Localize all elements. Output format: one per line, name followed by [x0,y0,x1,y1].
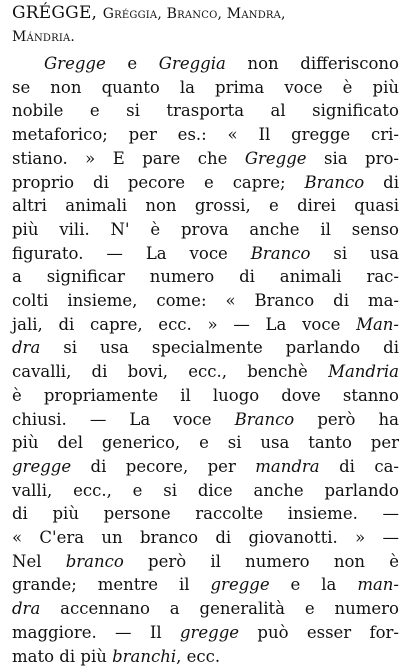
entry-body [12,52,399,668]
text-run: proprio di pecore e capre; [12,172,305,192]
text-line [12,455,399,479]
text-line [12,171,399,195]
text-run: grande; mentre il [12,575,211,595]
italic-term: dra [12,338,41,358]
italic-term: mandra [255,456,320,476]
text-line [12,384,399,408]
text-line [12,289,399,313]
text-run: si usa specialmente parlando di [40,338,399,358]
text-run: non differiscono [225,54,399,73]
text-run: stiano. » E pare che [12,148,245,168]
text-run: e la [269,575,358,595]
text-run: sia pro- [306,148,400,168]
text-run: Nel [12,551,66,571]
text-run: di più persone raccolte insieme. — [12,504,399,524]
text-run: , ecc. [176,646,221,666]
italic-term: Branco [250,243,311,263]
text-run: di [364,172,399,192]
italic-term: Man- [356,314,399,334]
text-run: però il numero non è [123,551,399,571]
text-run: valli, ecc., e si dice anche parlando [12,480,399,500]
text-run: nobile e si trasporta al significato [12,101,399,121]
entry-synonyms-continued: Mándria. [12,29,76,45]
text-line [12,76,399,100]
text-run: se non quanto la prima voce è più [12,77,399,97]
entry-synonyms: Gréggia, Branco, Mandra, [102,6,286,22]
text-line [12,99,399,123]
text-run: chiusi. — La voce [12,409,235,429]
text-run: mato di più [12,646,113,666]
italic-term: gregge [179,622,240,642]
text-run: è propriamente il luogo dove stanno [12,385,399,405]
text-line [12,313,399,337]
text-line [12,336,399,360]
text-line [12,123,399,147]
text-run: però ha [294,409,399,429]
text-run: si usa [310,243,399,263]
text-run: più del generico, e si usa tanto per [12,433,399,453]
italic-term: man- [357,575,399,595]
italic-term: Gregge [244,148,307,168]
text-run: e [105,54,159,73]
text-line [12,645,399,668]
text-line [12,265,399,289]
text-run: può esser for- [239,622,400,642]
text-run: più vili. N' è prova anche il senso [12,219,399,239]
text-line [12,360,399,384]
text-run: figurato. — La voce [12,243,251,263]
text-line [12,621,399,645]
italic-term: branchi [112,646,177,666]
text-line [12,431,399,455]
text-run: di pecore, per [71,456,256,476]
text-line [12,597,399,621]
entry-heading [12,2,399,48]
text-run: « C'era un branco di giovanotti. » — [12,528,399,548]
text-run: di ca- [319,456,399,476]
text-run: accennano a generalità e numero [40,599,399,619]
italic-term: gregge [210,575,270,595]
text-run: cavalli, di bovi, ecc., benchè [12,362,329,382]
text-run: a significar numero di animali rac- [12,267,399,287]
text-line [12,408,399,432]
text-line [12,147,399,171]
text-line [12,194,399,218]
text-line [12,526,399,550]
text-run: altri animali non grossi, e direi quasi [12,196,399,216]
italic-term: branco [65,551,124,571]
text-run: jali, di capre, ecc. » — La voce [12,314,357,334]
text-line [12,479,399,503]
italic-term: Branco [304,172,365,192]
text-line [12,502,399,526]
text-run: metaforico; per es.: « Il gregge cri- [12,125,399,145]
italic-term: Gregge [44,54,106,73]
text-run: maggiore. — Il [12,622,180,642]
italic-term: Branco [234,409,295,429]
italic-term: Mandria [328,362,399,382]
italic-term: dra [12,599,41,619]
text-line [12,218,399,242]
text-run: colti insieme, come: « Branco di ma- [12,291,399,311]
italic-term: gregge [12,456,72,476]
text-line [12,550,399,574]
text-line [12,573,399,597]
text-line [12,52,399,76]
text-line [12,242,399,266]
italic-term: Greggia [158,54,226,73]
entry-headword: GRÉGGE, [12,3,98,23]
